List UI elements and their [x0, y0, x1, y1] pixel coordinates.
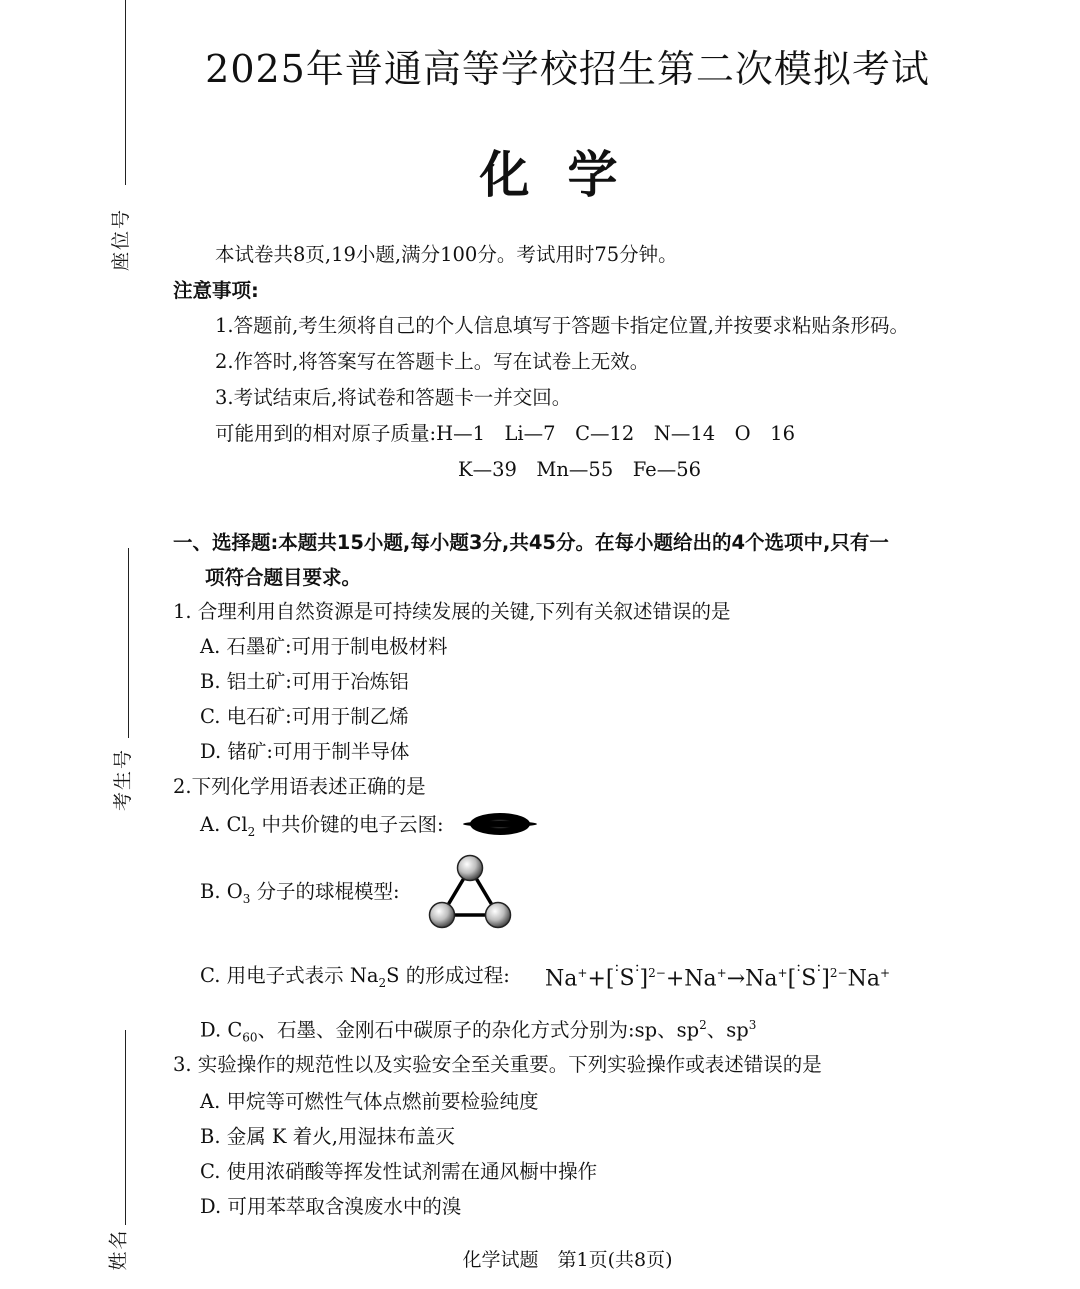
intro-text: 本试卷共8页,19小题,满分100分。考试用时75分钟。 [215, 243, 678, 266]
electron-cloud-icon [462, 811, 538, 837]
option-text: D. $C_{60}$、石墨、金刚石中碳原子的杂化方式分别为:sp、$sp^2$、$sp^3$ [200, 1018, 757, 1045]
question-stem: 1. 合理利用自然资源是可持续发展的关键,下列有关叙述错误的是 [173, 600, 731, 623]
option-text: D. 锗矿:可用于制半导体 [200, 740, 410, 763]
option-text: B. 金属 K 着火,用湿抹布盖灭 [200, 1125, 455, 1148]
notice-title: 注意事项: [173, 279, 259, 302]
exam-number-label: 考生号 [112, 747, 135, 812]
option-text: D. 可用苯萃取含溴废水中的溴 [200, 1195, 462, 1218]
option-text: A. $Cl_2$ 中共价键的电子云图: [200, 813, 444, 839]
option-text: B. $O_3$ 分子的球棍模型: [200, 880, 400, 906]
notice-item: 1.答题前,考生须将自己的个人信息填写于答题卡指定位置,并按要求粘贴条形码。 [215, 314, 910, 337]
question-stem: 3. 实验操作的规范性以及实验安全至关重要。下列实验操作或表述错误的是 [173, 1053, 822, 1076]
notice-item: 3.考试结束后,将试卷和答题卡一并交回。 [215, 386, 572, 409]
notice-item: 2.作答时,将答案写在答题卡上。写在试卷上无效。 [215, 350, 650, 373]
ozone-ball-stick-model [424, 852, 516, 934]
section-heading: 一、选择题:本题共15小题,每小题3分,共45分。在每小题给出的4个选项中,只有一 [173, 531, 889, 554]
page-footer: 化学试题 第1页(共8页) [462, 1249, 673, 1271]
atomic-mass-line: K—39 Mn—55 Fe—56 [458, 458, 702, 481]
name-label: 姓名 [107, 1228, 130, 1271]
subject-title: 化学 [479, 146, 656, 204]
option-text: C. 电石矿:可用于制乙烯 [200, 705, 409, 728]
option-text: C. 用电子式表示 $Na_2S$ 的形成过程: [200, 964, 510, 990]
option-text: C. 使用浓硝酸等挥发性试剂需在通风橱中操作 [200, 1160, 598, 1183]
atomic-mass-line: 可能用到的相对原子质量:H—1 Li—7 C—12 N—14 O 16 [215, 422, 795, 445]
exam-number-line [128, 548, 129, 738]
option-text: A. 石墨矿:可用于制电极材料 [200, 635, 448, 658]
exam-title: 2025年普通高等学校招生第二次模拟考试 [205, 47, 930, 91]
option-text: A. 甲烷等可燃性气体点燃前要检验纯度 [200, 1090, 539, 1113]
electron-formula-equation: Na++[ : S : ]$^{2-}$+Na+→Na+[ : S : ]$^{2-}$Na+ [545, 959, 890, 992]
name-line [125, 1030, 126, 1225]
section-heading: 项符合题目要求。 [205, 566, 362, 589]
option-text: B. 铝土矿:可用于冶炼铝 [200, 670, 409, 693]
seat-number-label: 座位号 [110, 207, 133, 272]
question-stem: 2.下列化学用语表述正确的是 [173, 775, 426, 798]
